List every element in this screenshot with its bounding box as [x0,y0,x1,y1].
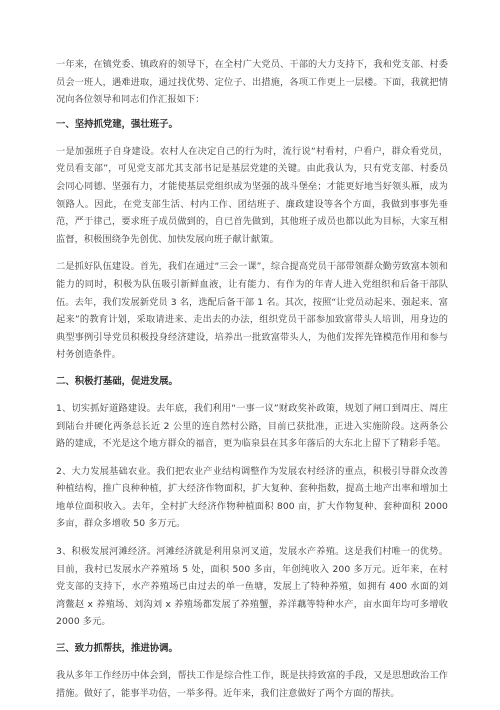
document-page [56,56,448,710]
paragraph-agriculture: 2、大力发展基础农业。我们把农业产业结构调整作为发展农村经济的重点，积极引导群众改善种植结构，推广良种种植，扩大经济作物面积，扩大复种、套种指数，提高土地产出率和增加土地单位面积收入。去年，全村扩大经济作物种植面积 800 亩，扩大作物复种、套种面积 2000 多亩，群众多增收 50 多万元。 [56,465,448,530]
paragraph-team-recruitment: 二是抓好队伍建设。首先，我们在通过“三会一课”，综合提高党员干部带领群众勤劳致富本领和能力的同时，积极为队伍吸引新鲜血液，让有能力、有作为的年青人进入党组织和后备干部队伍。去年，我们发展新党员 3 名，选配后备干部 1 名。其次，按照“让党员动起来、强起来、富起来”的教育计划，采取请进来、走出去的办法，组织党员干部参加致富带头人培训，用身边的典型事例引导党员积极投身经济建设，培养出一批致富带头人，为他们发挥先锋模范作用和参与村务创造条件。 [56,261,448,361]
intro-paragraph: 一年来，在镇党委、镇政府的领导下，在全村广大党员、干部的大力支持下，我和党支部、村委员会一班人，遇难进取，通过找优势、定位子、出措施，各项工作更上一层楼。下面，我就把情况向各位领导和同志们作汇报如下： [56,59,448,106]
paragraph-team-building: 一是加强班子自身建设。农村人在决定自己的行为时，流行说“村看村，户看户，群众看党员，党员看支部”，可见党支部尤其支部书记是基层党建的关键。由此我认为，只有党支部、村委员会同心同德、坚强有力，才能使基层党组织成为坚强的战斗堡垒；才能更好地当好领头雁，成为领路人。因此，在党支部生活、村内工作、团结班子、廉政建设等各个方面，我做到事事先垂范，严于律己，要求班子成员做到的，自已首先做到，其他班子成员也都以此为目标，大家互相监督，积极围绕争先创优、加快发展向班子献计献策。 [56,145,448,245]
section-heading-party-building: 一、坚持抓党建，强壮班子。 [56,118,178,130]
section-heading-assistance: 三、致力抓帮扶，推进协调。 [56,643,178,655]
paragraph-river-economy: 3、积极发展河滩经济。河滩经济就是利用泉河叉道，发展水产养殖。这是我们村唯一的优势。目前，我村已发展水产养殖场 5 处，面积 500 多亩，年创纯收入 200 多万元。近年来，在村党支部的支持下，水产养殖场已由过去的单一鱼塘，发展上了特种养殖，如拥有 400 水面的刘湾鳖赵 x 养殖场、刘沟刘 x 养殖场都发展了养殖蟹，养洋藕等特种水产，亩水面年均可多增收 2000 多元。 [56,546,448,628]
paragraph-assistance: 我从多年工作经历中体会到，帮扶工作是综合性工作，既是扶持致富的手段，又是思想政治工作措施。做好了，能事半功倍，一举多得。近年来，我们注意做好了两个方面的帮扶。 [56,670,448,699]
section-heading-foundation: 二、积极打基础，促进发展。 [56,375,178,387]
paragraph-road-construction: 1、切实抓好道路建设。去年底，我们利用“一事一议”财政奖补政策，规划了闸口到周庄、周庄到陆台并硬化两条总长近 2 公里的连自然村公路，目前已获批准，正进入实施阶段。这两条公路的建成，不光是这个地方群众的福音，更为临泉县在其多年落后的大东北上留下了精彩手笔。 [56,402,448,450]
